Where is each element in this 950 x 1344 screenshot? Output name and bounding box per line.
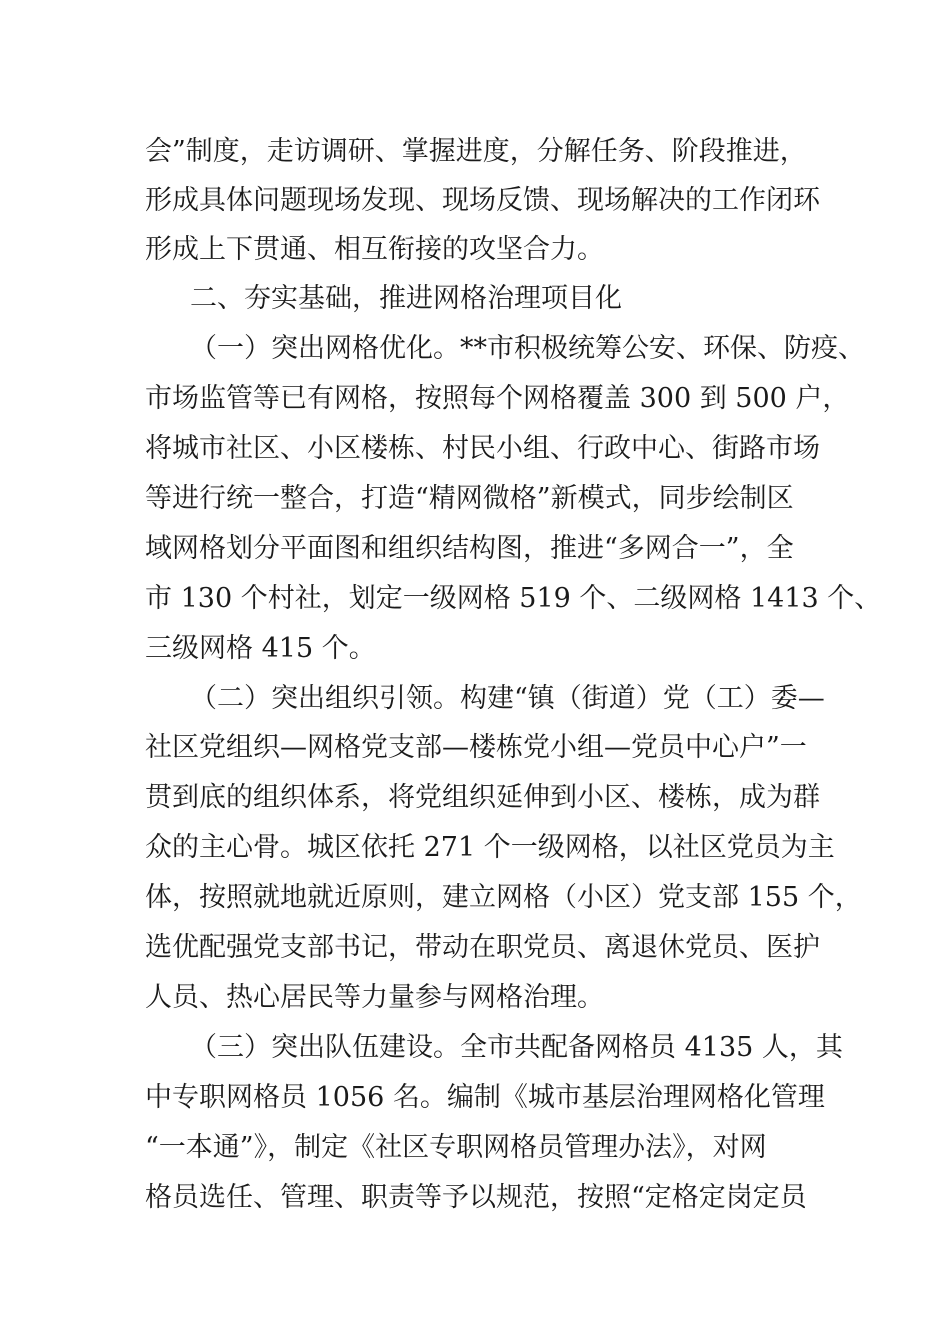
text-line: 三级网格 415 个。	[145, 633, 376, 664]
text-line: 体，按照就地就近原则，建立网格（小区）党支部 155 个，	[145, 882, 862, 913]
text-line: 社区党组织—网格党支部—楼栋党小组—党员中心户”一	[145, 732, 807, 763]
text-line: 形成具体问题现场发现、现场反馈、现场解决的工作闭环	[145, 185, 820, 216]
text-line: 会”制度，走访调研、掌握进度，分解任务、阶段推进，	[145, 136, 807, 167]
text-line: （一）突出网格优化。**市积极统筹公安、环保、防疫、	[190, 333, 865, 364]
text-line: 众的主心骨。城区依托 271 个一级网格，以社区党员为主	[145, 832, 835, 863]
section-heading: 二、夯实基础，推进网格治理项目化	[190, 283, 622, 314]
text-line: 选优配强党支部书记，带动在职党员、离退休党员、医护	[145, 932, 820, 963]
text-line: 人员、热心居民等力量参与网格治理。	[145, 982, 604, 1013]
text-line: 市 130 个村社，划定一级网格 519 个、二级网格 1413 个、	[145, 583, 882, 614]
text-line: （二）突出组织引领。构建“镇（街道）党（工）委—	[190, 683, 825, 714]
text-line: 格员选任、管理、职责等予以规范，按照“定格定岗定员	[145, 1182, 807, 1213]
text-line: 市场监管等已有网格，按照每个网格覆盖 300 到 500 户，	[145, 383, 850, 414]
text-line: 域网格划分平面图和组织结构图，推进“多网合一”，全	[145, 533, 794, 564]
text-line: “一本通”》，制定《社区专职网格员管理办法》，对网	[145, 1132, 767, 1163]
text-line: 将城市社区、小区楼栋、村民小组、行政中心、街路市场	[145, 433, 820, 464]
text-line: 等进行统一整合，打造“精网微格”新模式，同步绘制区	[145, 483, 794, 514]
text-line: 形成上下贯通、相互衔接的攻坚合力。	[145, 234, 604, 265]
text-line: 中专职网格员 1056 名。编制《城市基层治理网格化管理	[145, 1082, 825, 1113]
text-line: （三）突出队伍建设。全市共配备网格员 4135 人，其	[190, 1032, 843, 1063]
text-line: 贯到底的组织体系，将党组织延伸到小区、楼栋，成为群	[145, 782, 820, 813]
